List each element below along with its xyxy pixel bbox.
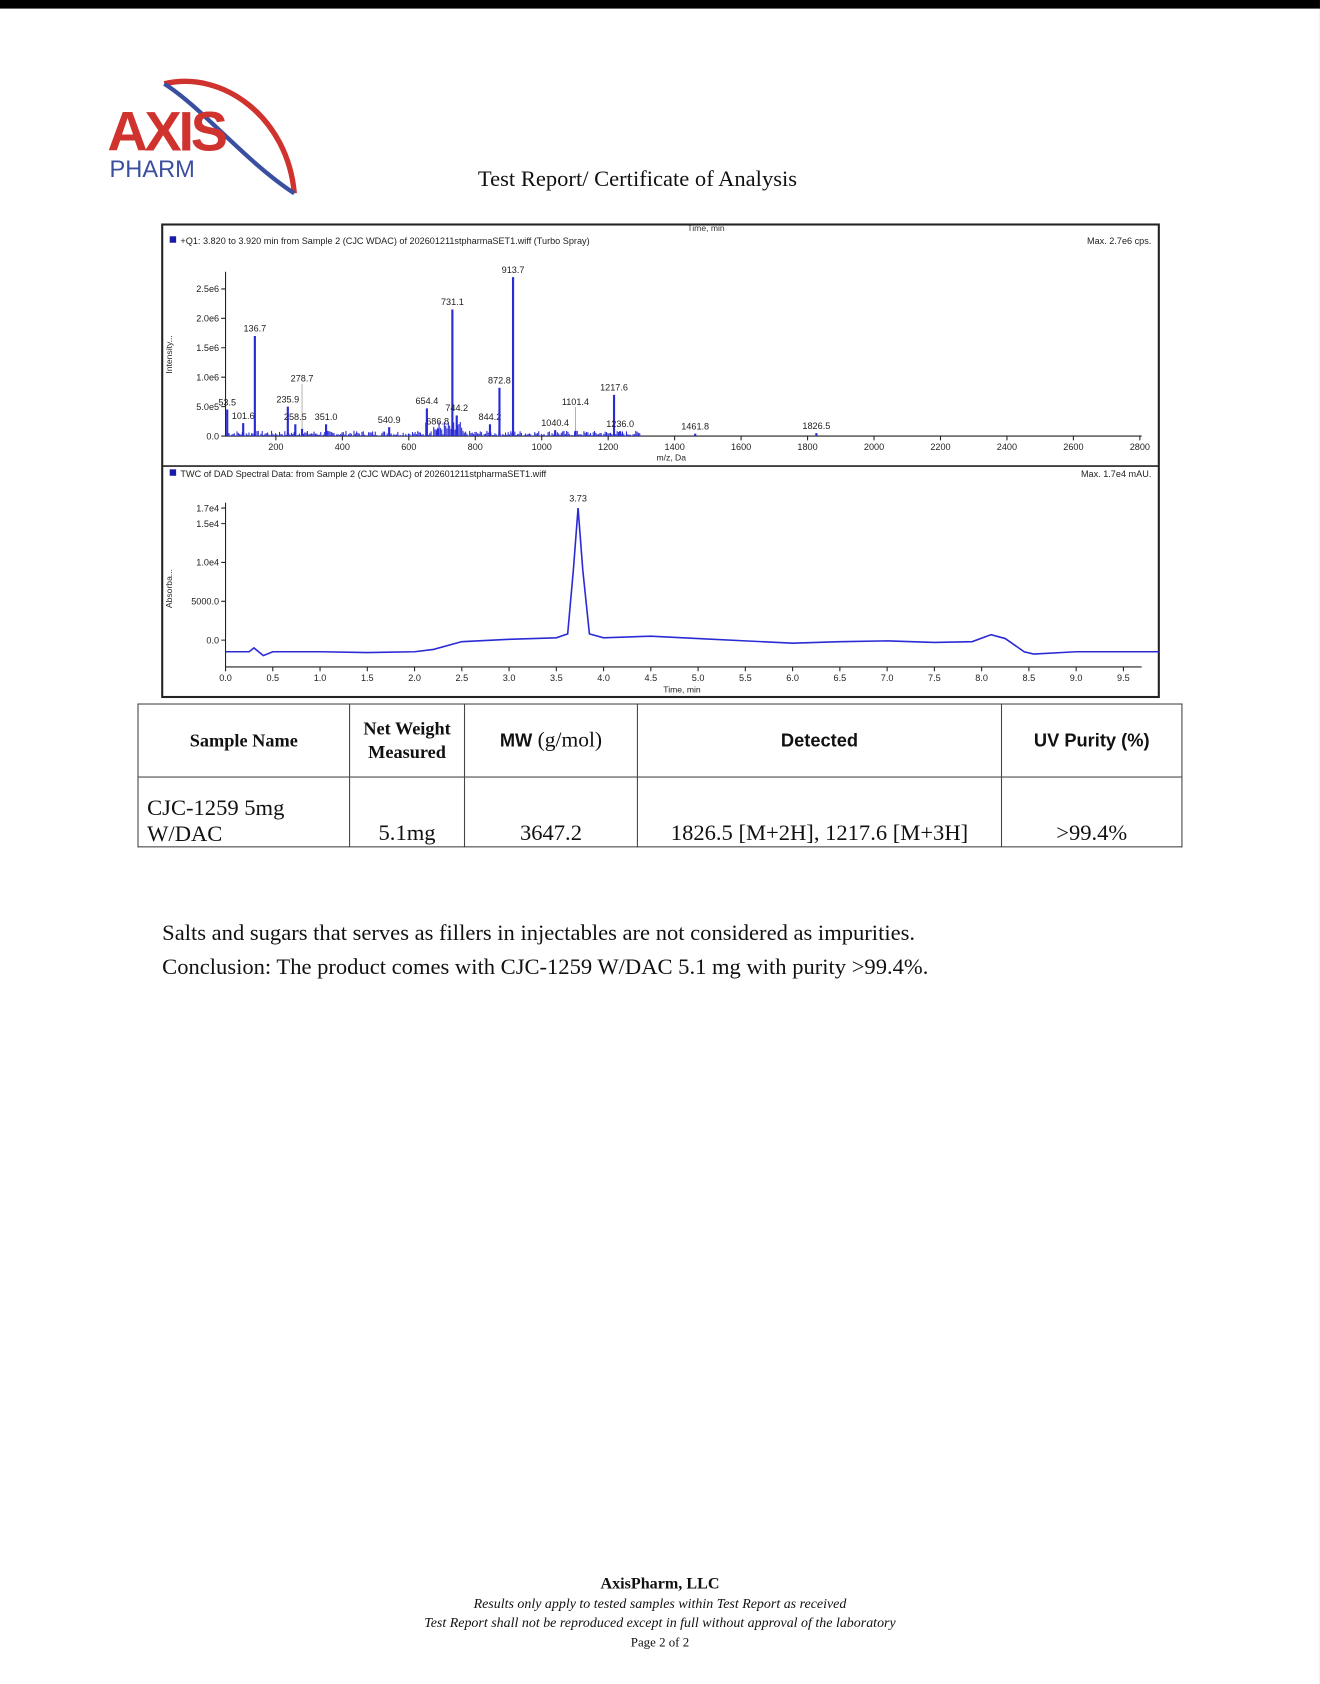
ms-peak-label: 913.7: [501, 264, 525, 275]
ms-peak-label: 101.6: [231, 410, 255, 421]
ms-peak-label: 1461.8: [681, 421, 710, 432]
ms-y-tick-label: 2.5e6: [196, 284, 220, 295]
ms-y-tick-label: 0.0: [206, 431, 220, 442]
uv-x-tick-label: 2.5: [455, 672, 469, 683]
ms-x-tick-label: 1400: [664, 442, 685, 453]
ms-x-tick-label: 400: [334, 442, 350, 453]
uv-y-label: Absorba...: [163, 568, 174, 609]
uv-max-label: Max. 1.7e4 mAU.: [1080, 468, 1152, 479]
ms-peak-label: 258.5: [283, 411, 307, 422]
uv-x-tick-label: 6.5: [833, 672, 847, 683]
ms-y-tick-label: 1.5e6: [196, 342, 220, 353]
footer-page: Page 2 of 2: [630, 1634, 690, 1650]
footer-company: AxisPharm, LLC: [600, 1575, 720, 1593]
top-axis-label: Time, min: [687, 223, 725, 233]
uv-x-tick-label: 5.5: [739, 672, 752, 683]
svg-text:PHARM: PHARM: [109, 157, 195, 184]
uv-x-tick-label: 1.0: [313, 672, 327, 683]
chromatogram-charts: [161, 223, 1160, 698]
note-conclusion: Conclusion: The product comes with CJC-1259 W/DAC 5.1 mg with purity >99.4%.: [162, 953, 929, 980]
ms-y-label: Intensity...: [163, 335, 174, 374]
ms-x-tick-label: 1200: [598, 442, 619, 453]
uv-x-tick-label: 4.5: [644, 672, 658, 683]
uv-x-tick-label: 3.5: [549, 672, 563, 683]
ms-x-tick-label: 600: [401, 442, 417, 453]
svg-text:AXIS: AXIS: [107, 99, 225, 163]
mw-unit: (g/mol): [537, 728, 603, 752]
header-net-weight: Net Weight Measured: [350, 704, 465, 777]
header-mw: [465, 704, 638, 777]
mw-label: MW: [499, 730, 533, 751]
ms-x-tick-label: 800: [467, 442, 483, 453]
ms-x-tick-label: 2200: [930, 442, 951, 453]
uv-y-tick-label: 0.0: [206, 635, 220, 646]
ms-peak-label: 744.2: [445, 403, 469, 414]
ms-x-tick-label: 2800: [1129, 442, 1150, 453]
uv-y-tick-label: 1.7e4: [196, 503, 220, 514]
ms-max-label: Max. 2.7e6 cps.: [1087, 235, 1152, 246]
uv-y-tick-label: 1.5e4: [196, 518, 220, 529]
uv-x-label: Time, min: [663, 684, 701, 695]
ms-x-tick-label: 2000: [863, 442, 885, 453]
cell-sample-name: CJC-1259 5mg W/DAC: [138, 777, 350, 847]
ms-y-tick-label: 2.0e6: [196, 313, 220, 324]
footer: [0, 1574, 1320, 1651]
uv-x-tick-label: 4.0: [597, 672, 610, 683]
uv-title: TWC of DAD Spectral Data: from Sample 2 (CJC WDAC) of 202601211stpharmaSET1.wiff: [180, 468, 547, 479]
uv-x-tick-label: 7.0: [880, 672, 894, 683]
table-header-row: [138, 704, 1182, 777]
cell-purity: >99.4%: [1002, 777, 1182, 847]
header-detected: Detected: [637, 704, 1001, 777]
ms-x-tick-label: 2400: [996, 442, 1018, 453]
uv-x-tick-label: 3.0: [502, 672, 516, 683]
ms-peak-label: 872.8: [488, 375, 511, 386]
report-title: Test Report/ Certificate of Analysis: [477, 165, 798, 192]
uv-y-tick-label: 5000.0: [191, 596, 220, 607]
ms-peak-label: 844.2: [478, 411, 502, 422]
ms-x-tick-label: 2600: [1063, 442, 1084, 453]
uv-x-tick-label: 6.0: [786, 672, 799, 683]
ms-title: +Q1: 3.820 to 3.920 min from Sample 2 (CJC WDAC) of 202601211stpharmaSET1.wiff (Turbo Spray): [180, 235, 590, 246]
ms-x-tick-label: 1600: [730, 442, 752, 453]
ms-x-tick-label: 1000: [531, 442, 552, 453]
ms-x-tick-label: 200: [268, 442, 284, 453]
footer-line2: Test Report shall not be reproduced except in full without approval of the laboratory: [424, 1614, 896, 1631]
ms-peak-label: 1101.4: [561, 396, 590, 407]
footer-line1: Results only apply to tested samples within Test Report as received: [473, 1594, 847, 1611]
ms-y-tick-label: 5.0e5: [196, 401, 220, 412]
uv-x-tick-label: 8.0: [975, 672, 988, 683]
ms-peak-label: 1040.4: [541, 417, 570, 428]
ms-peak-label: 1826.5: [802, 420, 831, 431]
ms-peak-label: 278.7: [290, 373, 314, 384]
uv-x-tick-label: 2.0: [408, 672, 421, 683]
ms-peak-label: 1217.6: [600, 382, 628, 393]
uv-x-tick-label: 8.5: [1022, 672, 1036, 683]
legend-square: [170, 236, 176, 242]
uv-x-tick-label: 9.5: [1117, 672, 1130, 683]
uv-x-tick-label: 5.0: [691, 672, 705, 683]
uv-x-tick-label: 9.0: [1069, 672, 1083, 683]
ms-x-label: m/z, Da: [656, 452, 687, 463]
notes: [162, 915, 928, 984]
ms-peak-label: 235.9: [276, 394, 300, 405]
cell-mw: 3647.2: [465, 777, 638, 847]
cell-detected: 1826.5 [M+2H], 1217.6 [M+3H]: [637, 777, 1001, 847]
ms-peak-label: 540.9: [377, 414, 401, 425]
uv-x-tick-label: 7.5: [928, 672, 941, 683]
uv-x-tick-label: 1.5: [360, 672, 374, 683]
note-salts: Salts and sugars that serves as fillers in injectables are not considered as impurities.: [162, 919, 916, 946]
axispharm-logo: [105, 75, 298, 204]
ms-y-tick-label: 1.0e6: [196, 372, 220, 383]
cell-weight: 5.1mg: [350, 777, 465, 847]
table-row: [138, 777, 1182, 847]
top-bar: [0, 0, 1320, 9]
uv-x-tick-label: 0.5: [266, 672, 280, 683]
header-sample-name: Sample Name: [138, 704, 350, 777]
ms-peak-label: 731.1: [440, 297, 464, 308]
ms-peak-label: 654.4: [415, 396, 439, 407]
uv-x-tick-label: 0.0: [219, 672, 232, 683]
ms-peak-label: 686.8: [426, 416, 450, 427]
legend-square: [170, 469, 176, 475]
ms-peak-label: 136.7: [243, 323, 267, 334]
ms-peak-label: 53.5: [218, 397, 237, 408]
ms-x-tick-label: 1800: [797, 442, 818, 453]
results-table: [137, 703, 1182, 847]
header-uv-purity: UV Purity (%): [1002, 704, 1182, 777]
uv-y-tick-label: 1.0e4: [196, 557, 220, 568]
ms-peak-label: 351.0: [314, 411, 338, 422]
ms-peak-label: 1236.0: [606, 419, 635, 430]
uv-peak-label: 3.73: [569, 493, 587, 504]
